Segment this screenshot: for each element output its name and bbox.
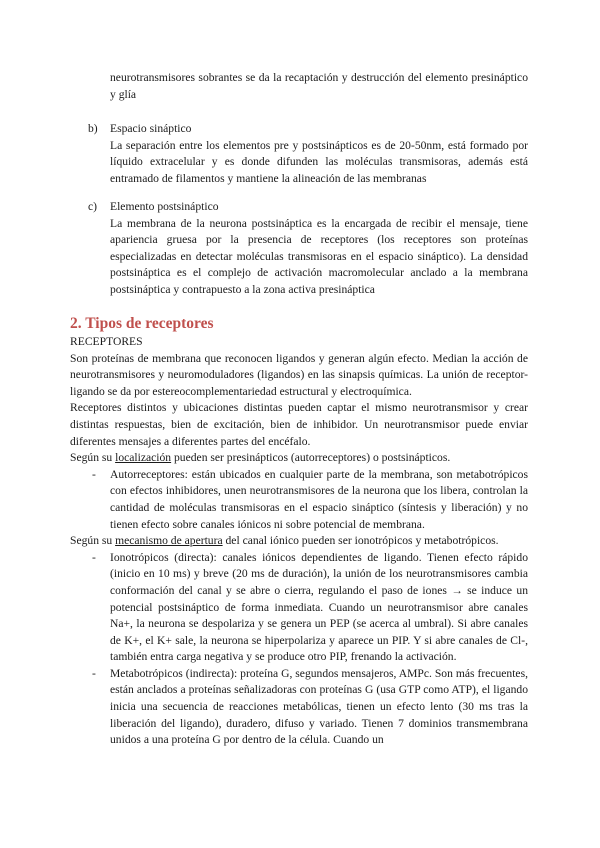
list-item-espacio-sinaptico — [70, 121, 528, 187]
text-suffix: pueden ser presinápticos (autorreceptores) o postsinápticos. — [171, 451, 451, 465]
paragraph-receptors: Receptores distintos y ubicaciones distintas pueden captar el mismo neurotransmisor y crear distintas respuestas, bien de excitación, bien de inhibidor. Un neurotransmisor puede enviar diferentes mensajes a diferentes partes del encéfalo. — [70, 401, 528, 448]
list-item-elemento-postsinaptico — [70, 199, 528, 299]
bullet-metabotropicos — [70, 666, 528, 749]
dash-marker: - — [92, 550, 96, 564]
item-title: Elemento postsináptico — [110, 200, 219, 213]
text-suffix: del canal iónico pueden ser ionotrópicos y metabotrópicos. — [222, 534, 499, 548]
paragraph-definition: Son proteínas de membrana que reconocen ligandos y generan algún efecto. Median la acción de neurotransmisores y neuromoduladores (ligandos) en las sinapsis químicas. La unión de receptor-ligando se da por estereocomplementariedad estructural y electroquímica. — [70, 351, 528, 398]
text-prefix: Según su — [70, 534, 116, 548]
intro-paragraph: neurotransmisores sobrantes se da la recaptación y destrucción del elemento presináptico y glía — [110, 71, 528, 101]
bullet-text: Ionotrópicos (directa): canales iónicos dependientes de ligando. Tienen efecto rápido (inicio en 10 ms) y breve (20 ms de duración), la unión de los neurotransmisores cambia conformación del canal y se abre o cierra, regulando el paso de iones → se induce un potencial postsináptico de forma inmediata. Cuando un neurotransmisor abre canales Na+, la neurona se despolariza y se genera un PEP (se acerca al umbral). Si abre canales de K+, el K+ sale, la neurona se hiperpolariza y aparece un PIP. Y si abre canales de Cl-, también entra carga negativa y se produce otro PIP, frenando la activación. — [110, 550, 528, 664]
item-body: La membrana de la neurona postsináptica es la encargada de recibir el mensaje, tiene apariencia gruesa por la presencia de receptores (los receptores son proteínas especializadas en detectar moléculas transmisoras en el espacio sináptico). La densidad postsináptica es el complejo de activación macromolecular anclado a la membrana postsináptica y contrapuesto a la zona activa presináptica — [110, 216, 528, 296]
section-tipos-de-receptores — [70, 314, 528, 749]
dash-marker: - — [92, 666, 96, 680]
paragraph-mecanismo — [70, 533, 528, 550]
section-heading: 2. Tipos de receptores — [70, 315, 214, 332]
bullet-autorreceptores — [70, 467, 528, 533]
term-localizacion: localización — [115, 451, 172, 465]
dash-marker: - — [92, 467, 96, 481]
bullet-text: Autorreceptores: están ubicados en cualquier parte de la membrana, son metabotrópicos con efectos inhibidores, unen neurotransmisores de la neurona que los libera, controlan la cantidad de moléculas transmisoras en el espacio sináptico (síntesis y liberación) y no tienen efecto sobre canales iónicos ni sobre potencial de membrana. — [110, 467, 528, 531]
list-marker: c) — [88, 200, 98, 213]
item-body: La separación entre los elementos pre y postsinápticos es de 20-50nm, está formado por líquido extracelular y es donde difunden las moléculas transmisoras, además está entramado de filamentos y mantiene la alineación de las membranas — [110, 138, 528, 185]
term-mecanismo-de-apertura: mecanismo de apertura — [115, 534, 223, 548]
subheading: RECEPTORES — [70, 335, 143, 348]
bullet-ionotropicos — [70, 550, 528, 666]
text-prefix: Según su — [70, 451, 116, 465]
paragraph-localizacion — [70, 450, 528, 467]
bullet-text: Metabotrópicos (indirecta): proteína G, segundos mensajeros, AMPc. Son más frecuentes, están anclados a proteínas señalizadoras con proteínas G (usa GTP como ATP), el ligando inicia una secuencia de reacciones metabólicas, tienen un efecto lento (30 ms tras la liberación del ligando), duradero, difuso y variado. Tienen 7 dominios transmembrana unidos a una proteína G por dentro de la célula. Cuando un — [110, 666, 528, 747]
item-title: Espacio sináptico — [110, 122, 192, 135]
list-marker: b) — [88, 122, 98, 135]
